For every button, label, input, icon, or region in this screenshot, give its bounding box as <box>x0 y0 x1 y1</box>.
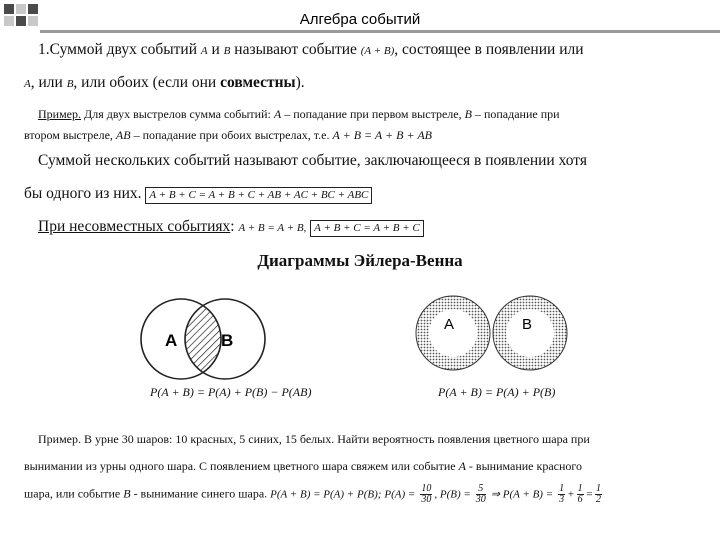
venn-left-formula: P(A + B) = P(A) + P(B) − P(AB) <box>150 385 312 399</box>
fraction-1-6: $\frac{1}{6}$ <box>577 483 583 505</box>
venn-right-label-b: B <box>522 316 533 333</box>
definition-sum-line1: 1.Суммой двух событий A и B называют событие (A + B), состоящее в появлении или <box>38 41 584 58</box>
venn-left-diagram <box>141 299 265 379</box>
definition-multi-sum-line2: бы одного из них. A + B + C = A + B + C + AB + AC + BC + ABC <box>24 185 372 204</box>
example1-line2: втором выстреле, AB – попадание при обоих выстрелах, т.е. A + B = A + B + AB <box>24 128 432 142</box>
venn-right-label-a: A <box>444 316 455 333</box>
fraction-1-2: $\frac{1}{2}$ <box>596 483 602 505</box>
fraction-10-30: $\frac{10}{30}$ <box>421 483 432 505</box>
disjoint-formula: A + B + C = A + B + C <box>310 220 424 237</box>
definition-sum-line2: A, или B, или обоих (если они совместны). <box>24 74 305 91</box>
disjoint-events-line: При несовместных событиях: A + B = A + B, A + B + C = A + B + C <box>38 218 424 237</box>
example2-line3: шара, или событие B - вынимание синего шара. P(A + B) = P(A) + P(B); P(A) = $\frac{10}{30}$ , P(B) = $\frac{5}{30}$ ⇒ P(A + B) = $\frac{1}{3}$ + $\frac{1}{6}$ = $\frac{1}{2}$ <box>24 483 602 505</box>
venn-right-diagram <box>416 296 567 370</box>
venn-heading: Диаграммы Эйлера-Венна <box>257 251 463 270</box>
definition-multi-sum-line1: Суммой нескольких событий называют событие, заключающееся в появлении хотя <box>38 152 587 169</box>
example2-line2: вынимании из урны одного шара. С появлением цветного шара свяжем или событие A - вынимание красного <box>24 459 583 473</box>
slide-title: Алгебра событий <box>299 11 421 28</box>
example2-line1: Пример. В урне 30 шаров: 10 красных, 5 синих, 15 белых. Найти вероятность появления цветного шара при <box>38 432 590 446</box>
venn-left-label-b: B <box>221 331 234 350</box>
fraction-1-3: $\frac{1}{3}$ <box>559 483 565 505</box>
fraction-5-30: $\frac{5}{30}$ <box>475 483 486 505</box>
multi-sum-formula: A + B + C = A + B + C + AB + AC + BC + ABC <box>145 187 372 204</box>
venn-left-label-a: A <box>165 331 178 350</box>
venn-right-formula: P(A + B) = P(A) + P(B) <box>438 385 556 399</box>
example1-line1: Пример. Для двух выстрелов сумма событий: A – попадание при первом выстреле, B – попадание при <box>38 107 560 121</box>
title-rule <box>40 30 720 33</box>
venn-diagrams <box>0 295 720 425</box>
